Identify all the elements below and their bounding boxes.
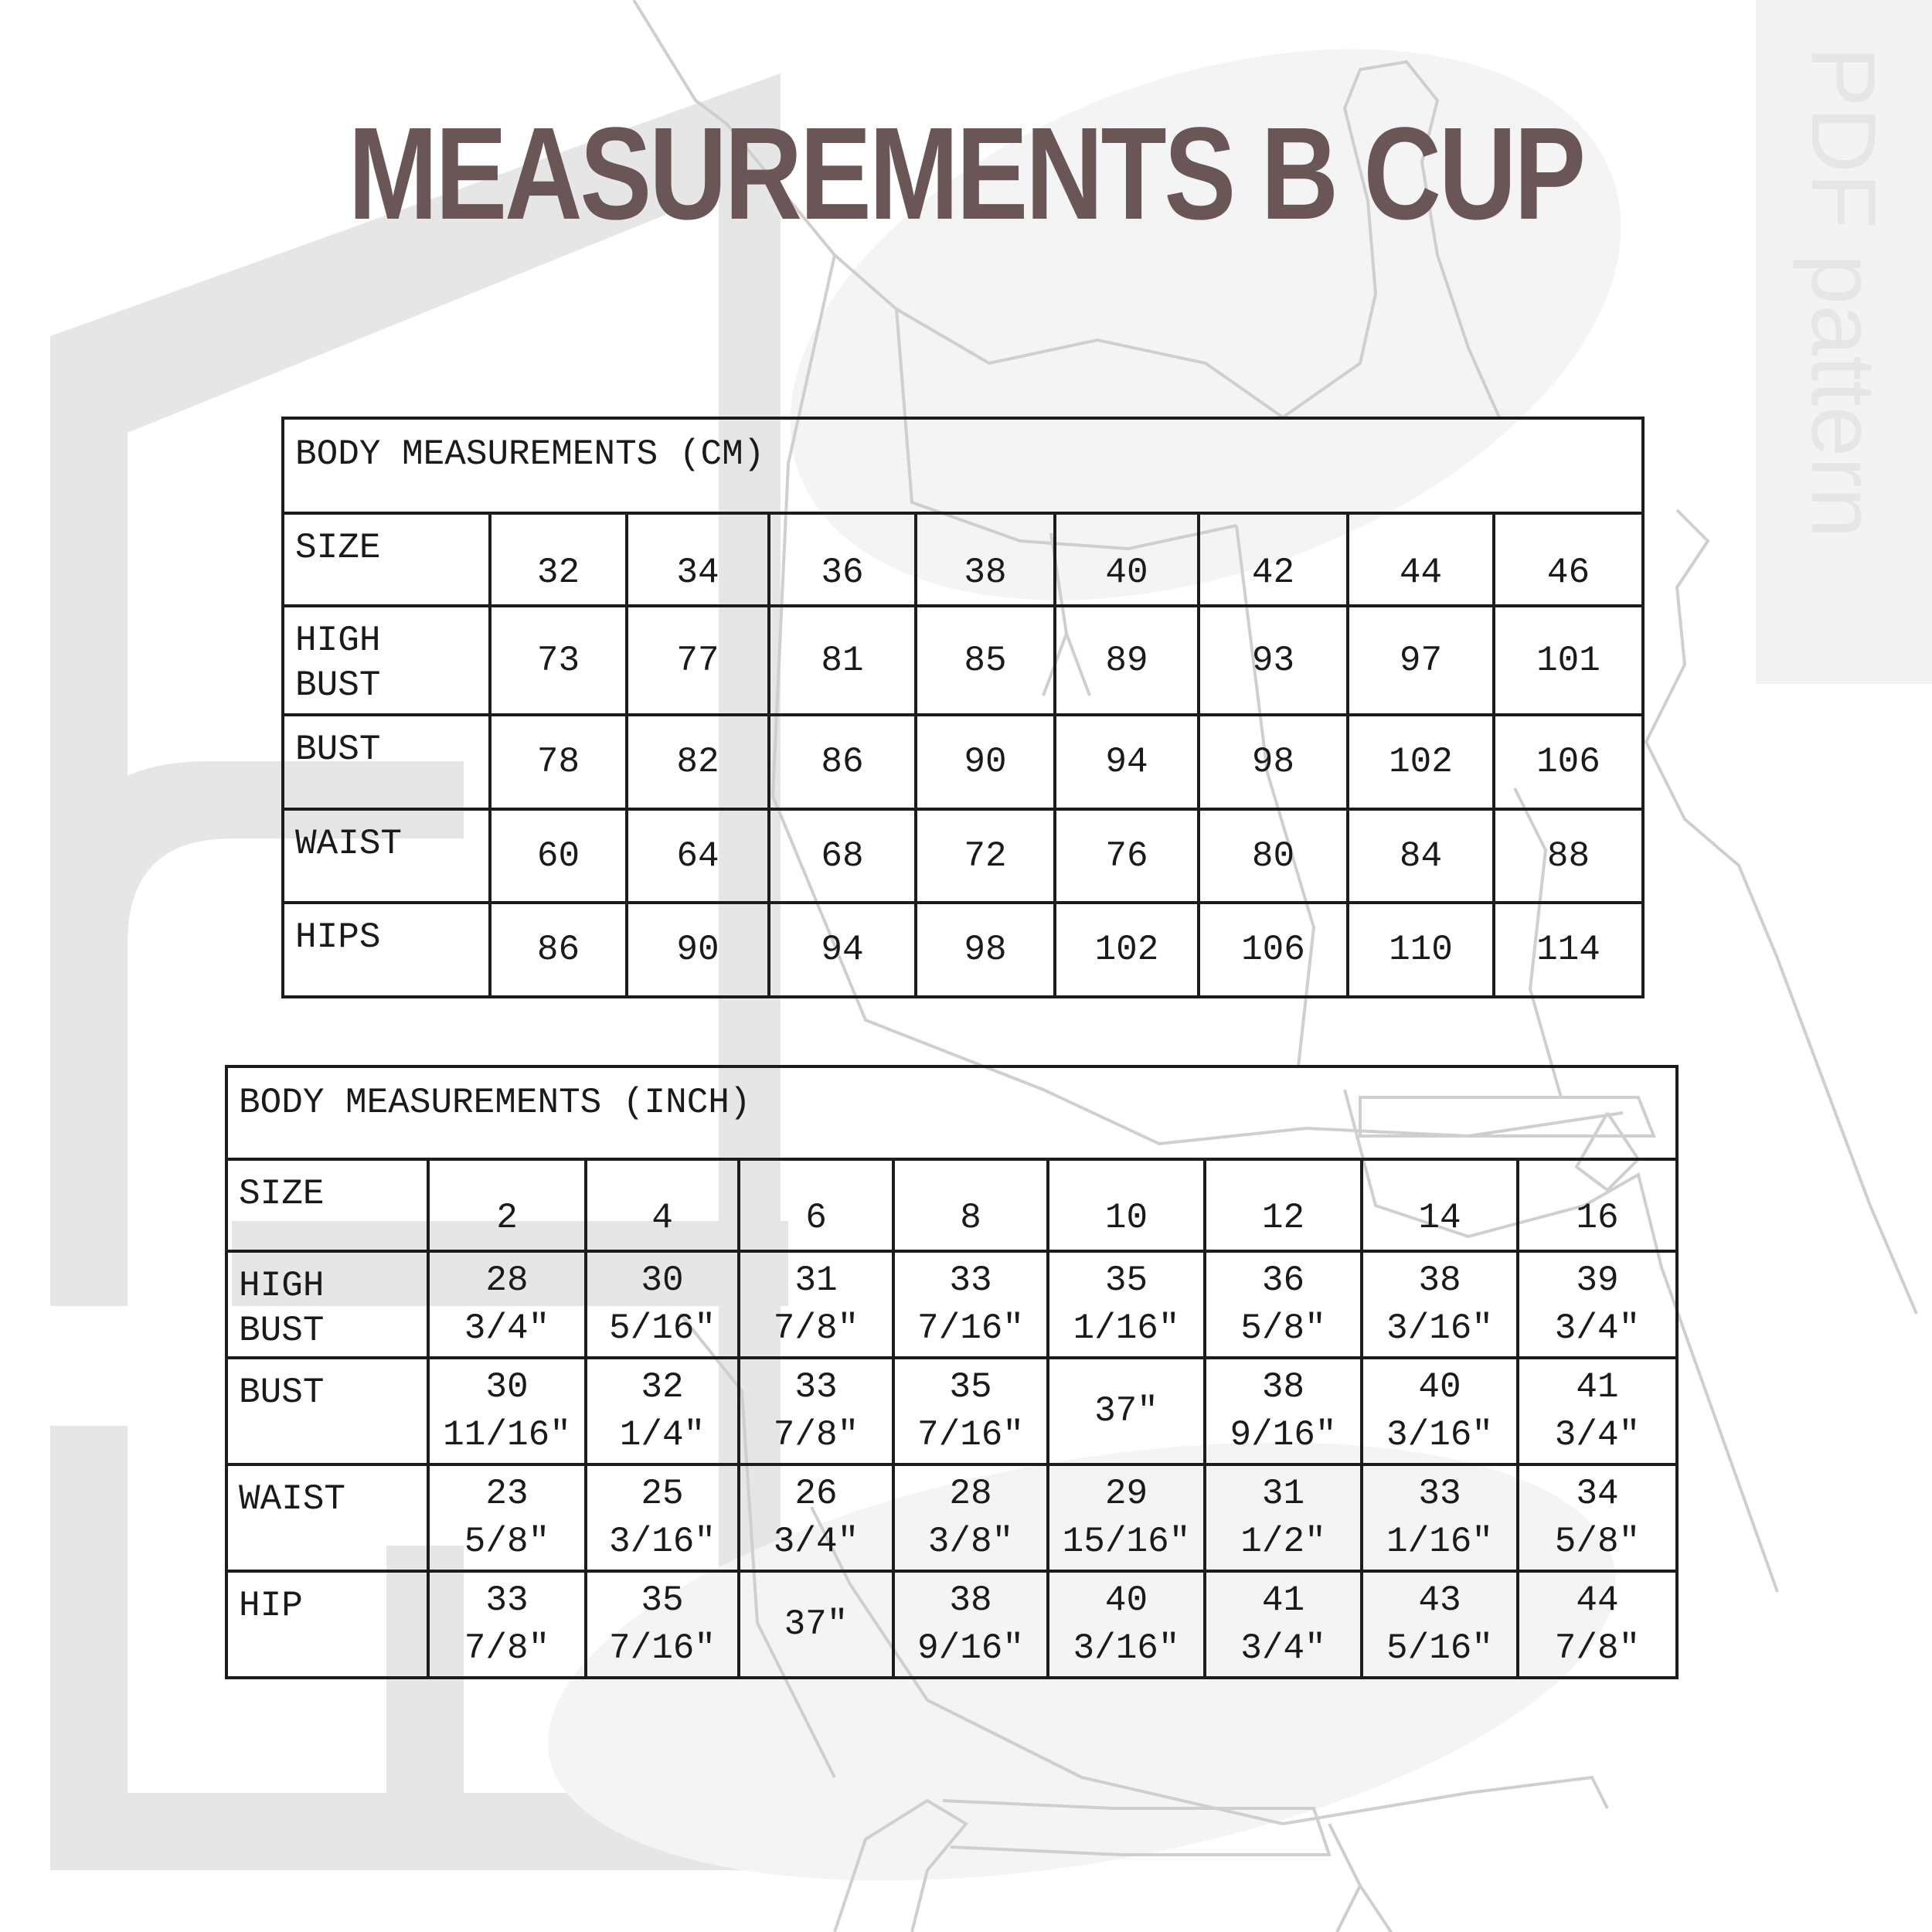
value-cell: 30 5/16" [586, 1251, 739, 1358]
size-cell: 36 [769, 513, 916, 606]
value-cell: 37" [1048, 1358, 1205, 1464]
table-caption-row [283, 418, 1643, 513]
value-cell: 40 3/16" [1048, 1571, 1205, 1678]
table-caption: BODY MEASUREMENTS (CM) [283, 418, 1643, 513]
value-cell: 86 [769, 715, 916, 809]
size-cell: 12 [1205, 1159, 1362, 1251]
size-cell: 38 [916, 513, 1055, 606]
value-cell: 60 [490, 809, 627, 903]
value-cell: 93 [1199, 606, 1348, 715]
value-cell: 88 [1494, 809, 1643, 903]
value-cell: 80 [1199, 809, 1348, 903]
value-cell: 76 [1055, 809, 1199, 903]
value-cell: 114 [1494, 903, 1643, 997]
table-row [226, 1251, 1677, 1358]
value-cell: 81 [769, 606, 916, 715]
value-cell: 68 [769, 809, 916, 903]
value-cell: 102 [1055, 903, 1199, 997]
table-row [283, 513, 1643, 606]
value-cell: 38 9/16" [893, 1571, 1048, 1678]
row-label: SIZE [283, 513, 490, 606]
table-row [283, 606, 1643, 715]
value-cell: 37" [739, 1571, 893, 1678]
value-cell: 94 [1055, 715, 1199, 809]
value-cell: 90 [916, 715, 1055, 809]
value-cell: 38 9/16" [1205, 1358, 1362, 1464]
value-cell: 90 [627, 903, 769, 997]
value-cell: 85 [916, 606, 1055, 715]
row-label: SIZE [226, 1159, 428, 1251]
table-row [283, 809, 1643, 903]
page-title: MEASUREMENTS B CUP [348, 100, 1583, 247]
size-cell: 34 [627, 513, 769, 606]
value-cell: 38 3/16" [1362, 1251, 1518, 1358]
value-cell: 29 15/16" [1048, 1464, 1205, 1571]
value-cell: 43 5/16" [1362, 1571, 1518, 1678]
value-cell: 101 [1494, 606, 1643, 715]
table-row [226, 1159, 1677, 1251]
value-cell: 86 [490, 903, 627, 997]
value-cell: 97 [1348, 606, 1494, 715]
value-cell: 94 [769, 903, 916, 997]
value-cell: 33 1/16" [1362, 1464, 1518, 1571]
value-cell: 35 1/16" [1048, 1251, 1205, 1358]
table-caption: BODY MEASUREMENTS (INCH) [226, 1066, 1677, 1159]
size-cell: 40 [1055, 513, 1199, 606]
value-cell: 106 [1199, 903, 1348, 997]
row-label: WAIST [283, 809, 490, 903]
inch-measurements-table [225, 1065, 1679, 1679]
value-cell: 33 7/8" [428, 1571, 586, 1678]
value-cell: 28 3/8" [893, 1464, 1048, 1571]
table-row [226, 1571, 1677, 1678]
size-cell: 4 [586, 1159, 739, 1251]
row-label: HIGH BUST [283, 606, 490, 715]
value-cell: 32 1/4" [586, 1358, 739, 1464]
table-caption-row [226, 1066, 1677, 1159]
row-label: BUST [283, 715, 490, 809]
value-cell: 31 7/8" [739, 1251, 893, 1358]
size-cell: 44 [1348, 513, 1494, 606]
cm-measurements-table [281, 417, 1645, 998]
size-cell: 16 [1518, 1159, 1677, 1251]
row-label: HIPS [283, 903, 490, 997]
table-row [283, 715, 1643, 809]
size-cell: 42 [1199, 513, 1348, 606]
value-cell: 110 [1348, 903, 1494, 997]
value-cell: 40 3/16" [1362, 1358, 1518, 1464]
value-cell: 35 7/16" [893, 1358, 1048, 1464]
size-cell: 2 [428, 1159, 586, 1251]
row-label: WAIST [226, 1464, 428, 1571]
size-cell: 8 [893, 1159, 1048, 1251]
value-cell: 39 3/4" [1518, 1251, 1677, 1358]
size-cell: 10 [1048, 1159, 1205, 1251]
value-cell: 33 7/16" [893, 1251, 1048, 1358]
value-cell: 34 5/8" [1518, 1464, 1677, 1571]
value-cell: 36 5/8" [1205, 1251, 1362, 1358]
value-cell: 41 3/4" [1205, 1571, 1362, 1678]
value-cell: 30 11/16" [428, 1358, 586, 1464]
table-row [226, 1358, 1677, 1464]
value-cell: 78 [490, 715, 627, 809]
value-cell: 98 [916, 903, 1055, 997]
row-label: HIP [226, 1571, 428, 1678]
size-cell: 46 [1494, 513, 1643, 606]
size-cell: 6 [739, 1159, 893, 1251]
value-cell: 44 7/8" [1518, 1571, 1677, 1678]
size-cell: 14 [1362, 1159, 1518, 1251]
value-cell: 25 3/16" [586, 1464, 739, 1571]
value-cell: 102 [1348, 715, 1494, 809]
value-cell: 33 7/8" [739, 1358, 893, 1464]
row-label: BUST [226, 1358, 428, 1464]
size-cell: 32 [490, 513, 627, 606]
value-cell: 31 1/2" [1205, 1464, 1362, 1571]
value-cell: 72 [916, 809, 1055, 903]
value-cell: 84 [1348, 809, 1494, 903]
value-cell: 26 3/4" [739, 1464, 893, 1571]
value-cell: 35 7/16" [586, 1571, 739, 1678]
value-cell: 82 [627, 715, 769, 809]
value-cell: 98 [1199, 715, 1348, 809]
value-cell: 41 3/4" [1518, 1358, 1677, 1464]
row-label: HIGH BUST [226, 1251, 428, 1358]
table-row [283, 903, 1643, 997]
pdf-pattern-label: PDF pattern [1792, 46, 1894, 539]
value-cell: 89 [1055, 606, 1199, 715]
value-cell: 106 [1494, 715, 1643, 809]
value-cell: 77 [627, 606, 769, 715]
value-cell: 73 [490, 606, 627, 715]
value-cell: 28 3/4" [428, 1251, 586, 1358]
table-row [226, 1464, 1677, 1571]
value-cell: 23 5/8" [428, 1464, 586, 1571]
value-cell: 64 [627, 809, 769, 903]
